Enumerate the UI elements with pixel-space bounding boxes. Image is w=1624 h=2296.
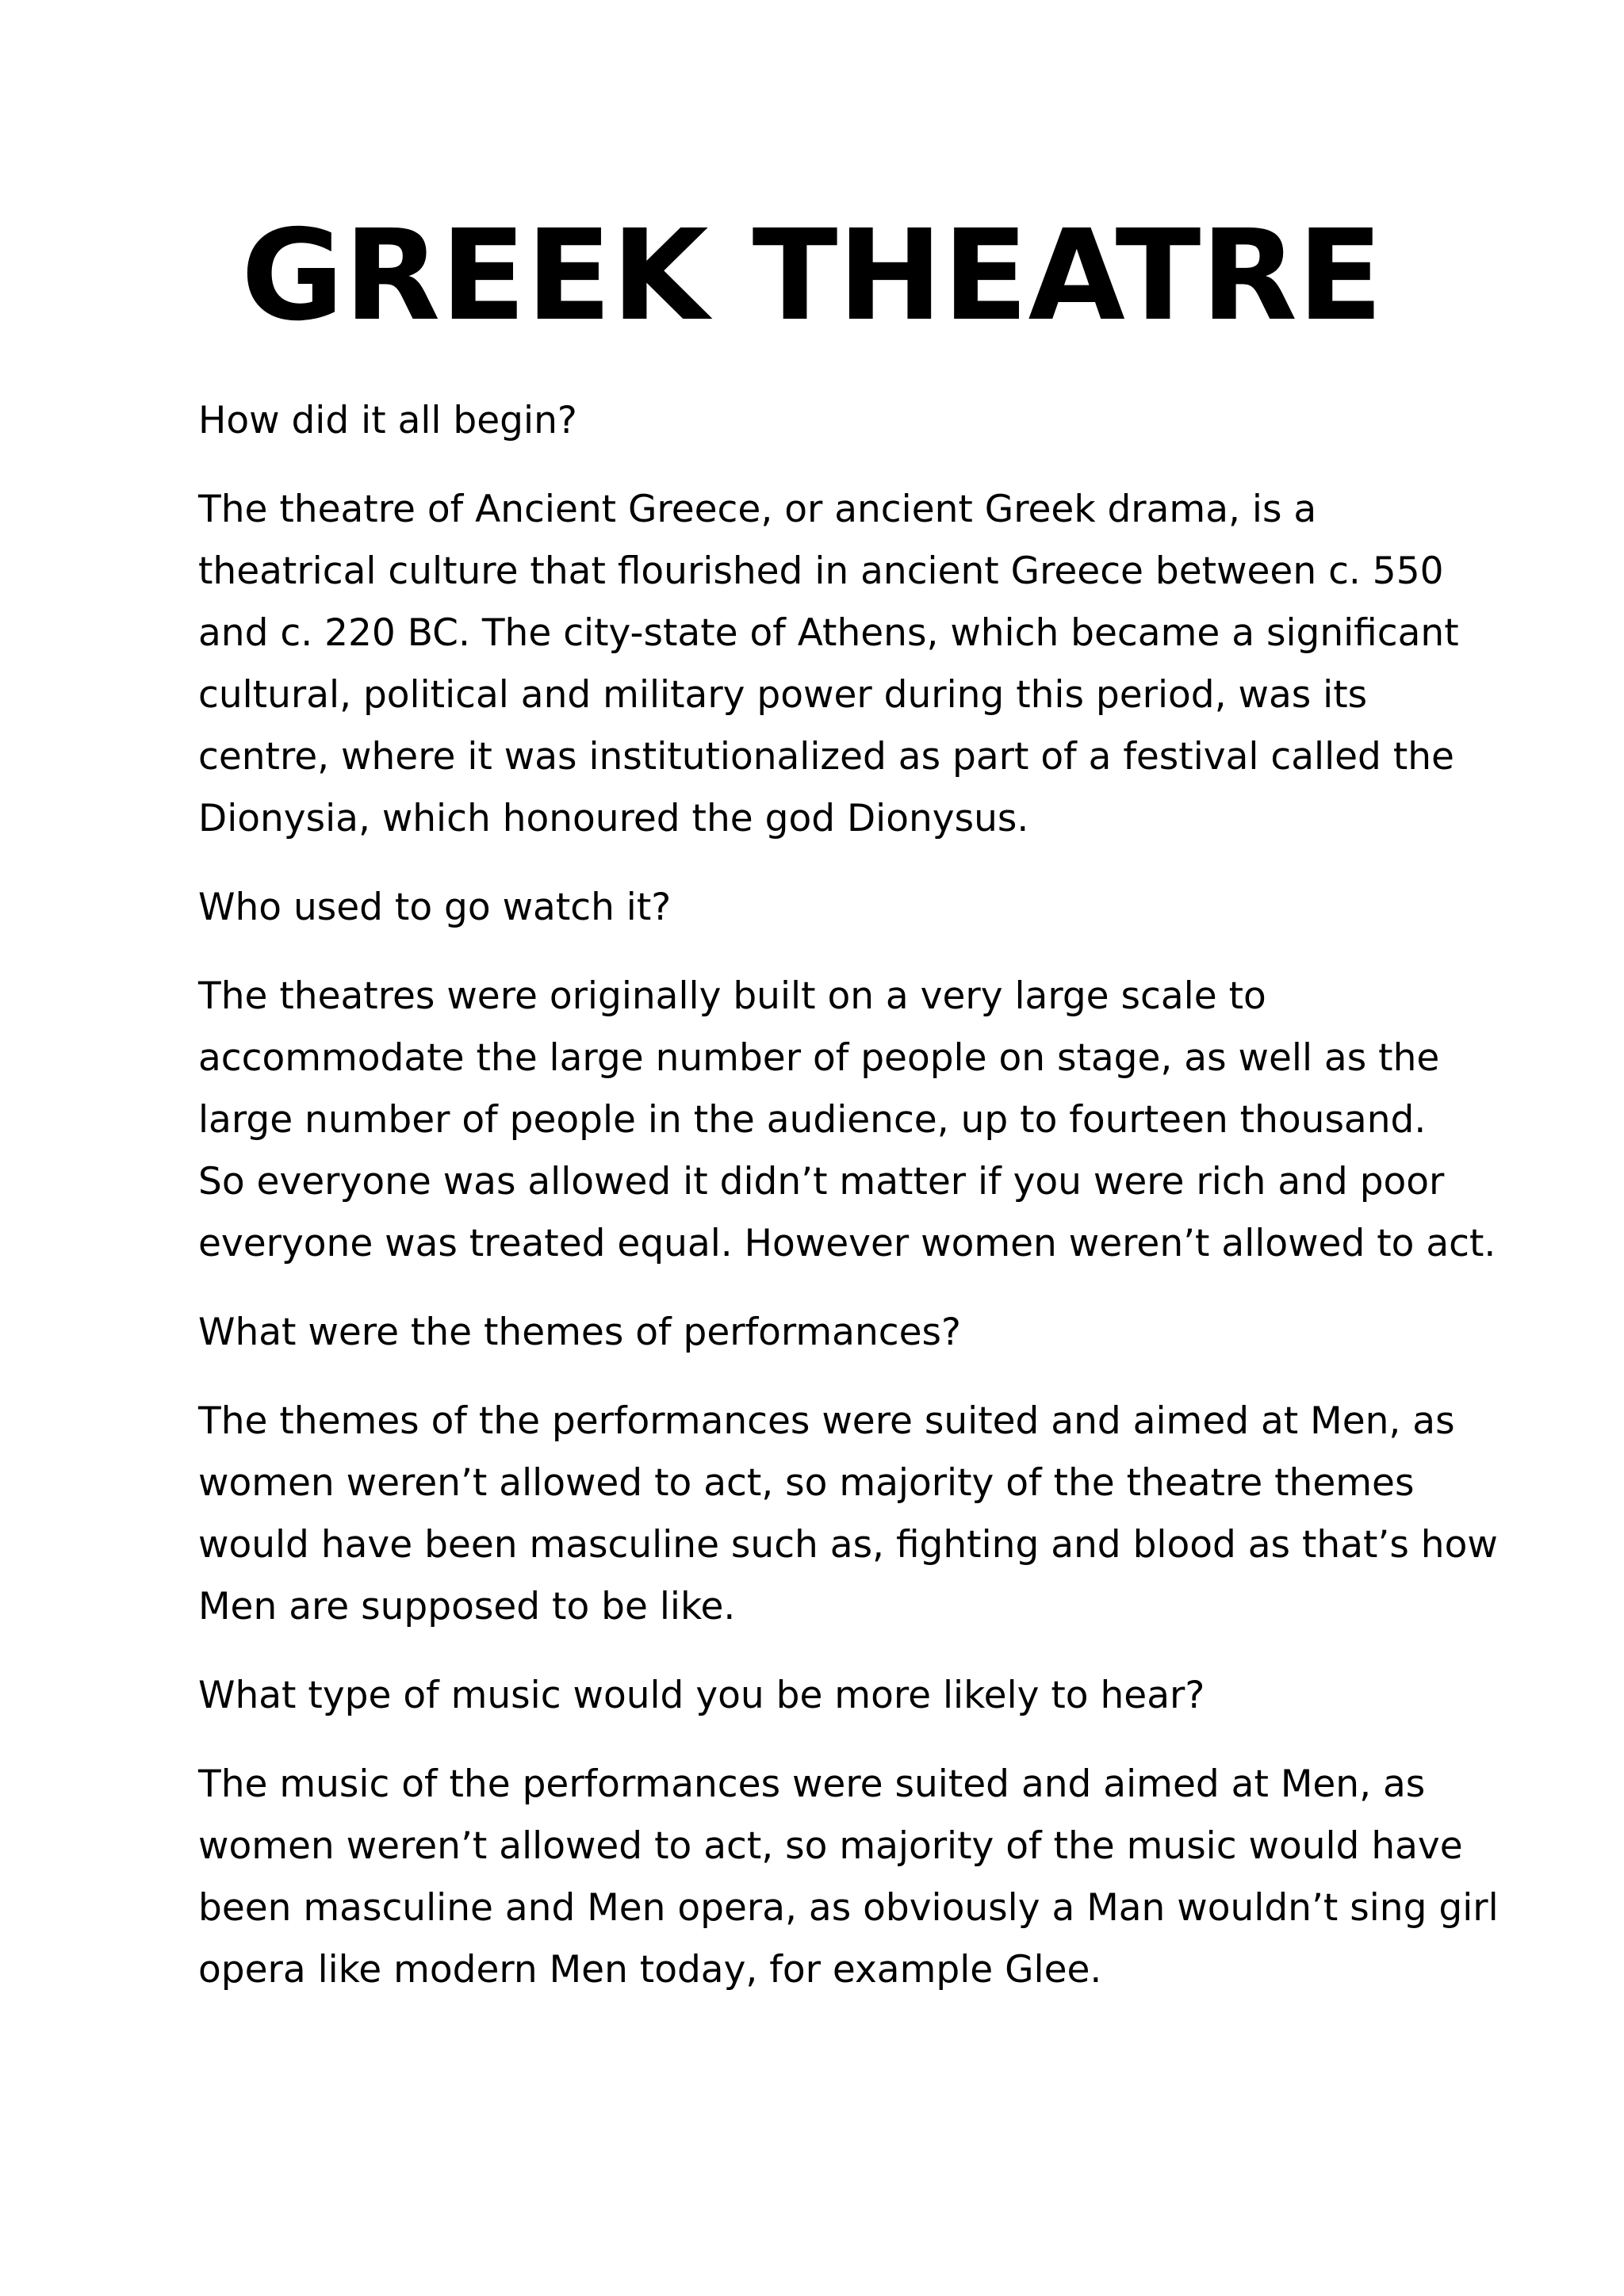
question-heading	[198, 390, 1467, 452]
question-heading	[198, 1665, 1467, 1727]
answer-line: So everyone was allowed it didn’t matter if you were rich and poor	[198, 1160, 1445, 1203]
answer-line: large number of people in the audience, up to fourteen thousand.	[198, 1098, 1427, 1142]
answer-line: Men are supposed to be like.	[198, 1585, 736, 1628]
answer-line: and c. 220 BC. The city-state of Athens, which became a significant	[198, 611, 1459, 655]
answer-line: accommodate the large number of people on stage, as well as the	[198, 1036, 1440, 1080]
question-heading	[198, 1302, 1467, 1364]
answer-paragraph	[198, 479, 1467, 850]
answer-paragraph	[198, 1391, 1498, 1638]
question-text: What type of music would you be more likely to hear?	[198, 1674, 1205, 1717]
answer-line: The themes of the performances were suited and aimed at Men, as	[198, 1399, 1455, 1443]
question-text: How did it all begin?	[198, 399, 577, 442]
answer-paragraph	[198, 1754, 1499, 2001]
answer-line: women weren’t allowed to act, so majority of the music would have	[198, 1824, 1463, 1868]
answer-line: theatrical culture that flourished in ancient Greece between c. 550	[198, 549, 1444, 593]
answer-line: women weren’t allowed to act, so majority of the theatre themes	[198, 1461, 1415, 1505]
question-text: Who used to go watch it?	[198, 886, 672, 929]
page-title: GREEK THEATRE	[241, 203, 1383, 349]
answer-line: been masculine and Men opera, as obviously a Man wouldn’t sing girl	[198, 1886, 1499, 1930]
question-heading	[198, 877, 1467, 939]
answer-line: The theatres were originally built on a very large scale to	[198, 974, 1266, 1018]
answer-line: cultural, political and military power during this period, was its	[198, 673, 1368, 717]
document-body	[198, 390, 1499, 2028]
answer-line: Dionysia, which honoured the god Dionysus.	[198, 797, 1029, 840]
question-text: What were the themes of performances?	[198, 1311, 961, 1354]
answer-line: The music of the performances were suited and aimed at Men, as	[198, 1762, 1426, 1806]
answer-paragraph	[198, 966, 1496, 1275]
answer-line: everyone was treated equal. However women weren’t allowed to act.	[198, 1222, 1496, 1265]
answer-line: would have been masculine such as, fighting and blood as that’s how	[198, 1523, 1498, 1567]
answer-line: opera like modern Men today, for example Glee.	[198, 1948, 1102, 1992]
answer-line: The theatre of Ancient Greece, or ancient Greek drama, is a	[198, 488, 1317, 531]
answer-line: centre, where it was institutionalized as part of a festival called the	[198, 735, 1454, 779]
